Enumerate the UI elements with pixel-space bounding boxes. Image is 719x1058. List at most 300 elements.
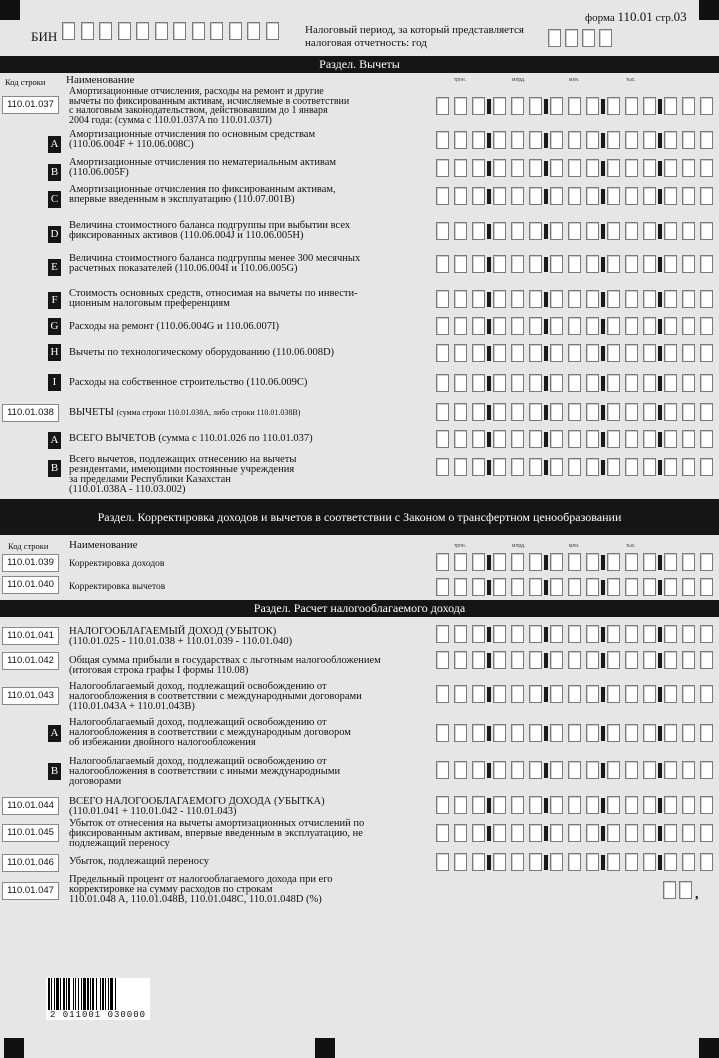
digit-cell[interactable]: [643, 724, 656, 742]
digit-cell[interactable]: [511, 853, 524, 871]
digit-cell[interactable]: [529, 317, 542, 335]
digit-cell[interactable]: [643, 344, 656, 362]
digit-cell[interactable]: [643, 685, 656, 703]
digit-cell[interactable]: [607, 159, 620, 177]
digit-cell[interactable]: [607, 131, 620, 149]
digit-cell[interactable]: [493, 222, 506, 240]
digit-cell[interactable]: [472, 625, 485, 643]
digit-cell[interactable]: [664, 553, 677, 571]
digit-cell[interactable]: [586, 853, 599, 871]
digit-cell[interactable]: [643, 651, 656, 669]
digit-cell[interactable]: [568, 651, 581, 669]
digit-cell[interactable]: [625, 724, 638, 742]
digit-cell[interactable]: [599, 29, 612, 47]
digit-cell[interactable]: [700, 796, 713, 814]
digit-cell[interactable]: [511, 578, 524, 596]
digit-cell[interactable]: [472, 374, 485, 392]
digit-cell[interactable]: [511, 131, 524, 149]
digit-cell[interactable]: [550, 187, 563, 205]
digit-cell[interactable]: [682, 553, 695, 571]
digit-cell[interactable]: [493, 761, 506, 779]
digit-cell[interactable]: [529, 796, 542, 814]
digit-cell[interactable]: [454, 724, 467, 742]
digit-cell[interactable]: [511, 374, 524, 392]
digit-cell[interactable]: [436, 222, 449, 240]
digit-cell[interactable]: [472, 853, 485, 871]
digit-cell[interactable]: [607, 317, 620, 335]
digit-cell[interactable]: [625, 290, 638, 308]
digit-cell[interactable]: [472, 796, 485, 814]
digit-cell[interactable]: [682, 625, 695, 643]
digit-cell[interactable]: [643, 159, 656, 177]
digit-cell[interactable]: [81, 22, 94, 40]
digit-cell[interactable]: [454, 853, 467, 871]
digit-cell[interactable]: [550, 403, 563, 421]
digit-cell[interactable]: [643, 853, 656, 871]
digit-cell[interactable]: [682, 458, 695, 476]
digit-cell[interactable]: [229, 22, 242, 40]
digit-cell[interactable]: [550, 651, 563, 669]
digit-cell[interactable]: [607, 724, 620, 742]
digit-cell[interactable]: [454, 222, 467, 240]
digit-cell[interactable]: [436, 578, 449, 596]
digit-cell[interactable]: [493, 344, 506, 362]
digit-cell[interactable]: [700, 430, 713, 448]
digit-cell[interactable]: [607, 651, 620, 669]
digit-cell[interactable]: [550, 222, 563, 240]
digit-cell[interactable]: [436, 796, 449, 814]
digit-cell[interactable]: [266, 22, 279, 40]
digit-cell[interactable]: [625, 317, 638, 335]
digit-cell[interactable]: [568, 187, 581, 205]
digit-cell[interactable]: [682, 159, 695, 177]
digit-cell[interactable]: [682, 685, 695, 703]
digit-cell[interactable]: [511, 430, 524, 448]
digit-cell[interactable]: [493, 553, 506, 571]
digit-cell[interactable]: [682, 97, 695, 115]
digit-cell[interactable]: [493, 796, 506, 814]
digit-cell[interactable]: [529, 403, 542, 421]
digit-cell[interactable]: [700, 724, 713, 742]
digit-cell[interactable]: [586, 97, 599, 115]
digit-cell[interactable]: [586, 344, 599, 362]
digit-cell[interactable]: [493, 290, 506, 308]
digit-cell[interactable]: [511, 553, 524, 571]
digit-cell[interactable]: [436, 159, 449, 177]
digit-cell[interactable]: [700, 578, 713, 596]
digit-cell[interactable]: [454, 796, 467, 814]
digit-cell[interactable]: [454, 344, 467, 362]
digit-cell[interactable]: [472, 255, 485, 273]
digit-cell[interactable]: [586, 222, 599, 240]
digit-cell[interactable]: [679, 881, 692, 899]
digit-cell[interactable]: [436, 458, 449, 476]
digit-cell[interactable]: [607, 578, 620, 596]
digit-cell[interactable]: [664, 430, 677, 448]
digit-cell[interactable]: [550, 685, 563, 703]
digit-cell[interactable]: [625, 97, 638, 115]
digit-cell[interactable]: [643, 290, 656, 308]
digit-cell[interactable]: [529, 761, 542, 779]
digit-cell[interactable]: [682, 131, 695, 149]
digit-cell[interactable]: [568, 761, 581, 779]
digit-cell[interactable]: [454, 651, 467, 669]
digit-cell[interactable]: [550, 290, 563, 308]
digit-cell[interactable]: [454, 187, 467, 205]
digit-cell[interactable]: [700, 131, 713, 149]
digit-cell[interactable]: [607, 824, 620, 842]
digit-cell[interactable]: [454, 317, 467, 335]
digit-cell[interactable]: [511, 187, 524, 205]
digit-cell[interactable]: [625, 685, 638, 703]
digit-cell[interactable]: [643, 97, 656, 115]
digit-cell[interactable]: [511, 317, 524, 335]
digit-cell[interactable]: [586, 255, 599, 273]
digit-cell[interactable]: [607, 458, 620, 476]
digit-cell[interactable]: [493, 159, 506, 177]
digit-cell[interactable]: [568, 578, 581, 596]
digit-cell[interactable]: [607, 187, 620, 205]
digit-cell[interactable]: [436, 651, 449, 669]
digit-cell[interactable]: [436, 131, 449, 149]
digit-cell[interactable]: [550, 255, 563, 273]
digit-cell[interactable]: [664, 724, 677, 742]
digit-cell[interactable]: [586, 578, 599, 596]
digit-cell[interactable]: [664, 685, 677, 703]
digit-cell[interactable]: [700, 651, 713, 669]
digit-cell[interactable]: [454, 374, 467, 392]
digit-cell[interactable]: [454, 761, 467, 779]
digit-cell[interactable]: [664, 255, 677, 273]
digit-cell[interactable]: [607, 290, 620, 308]
digit-cell[interactable]: [586, 796, 599, 814]
digit-cell[interactable]: [625, 458, 638, 476]
digit-cell[interactable]: [529, 430, 542, 448]
digit-cell[interactable]: [607, 97, 620, 115]
digit-cell[interactable]: [529, 344, 542, 362]
digit-cell[interactable]: [586, 724, 599, 742]
digit-cell[interactable]: [493, 685, 506, 703]
digit-cell[interactable]: [436, 824, 449, 842]
digit-cell[interactable]: [472, 159, 485, 177]
digit-cell[interactable]: [550, 578, 563, 596]
digit-cell[interactable]: [436, 853, 449, 871]
digit-cell[interactable]: [529, 553, 542, 571]
digit-cell[interactable]: [529, 685, 542, 703]
digit-cell[interactable]: [454, 685, 467, 703]
digit-cell[interactable]: [625, 625, 638, 643]
digit-cell[interactable]: [529, 290, 542, 308]
digit-cell[interactable]: [436, 761, 449, 779]
digit-cell[interactable]: [664, 578, 677, 596]
digit-cell[interactable]: [454, 255, 467, 273]
digit-cell[interactable]: [643, 761, 656, 779]
digit-cell[interactable]: [493, 97, 506, 115]
digit-cell[interactable]: [607, 255, 620, 273]
digit-cell[interactable]: [586, 685, 599, 703]
digit-cell[interactable]: [436, 97, 449, 115]
digit-cell[interactable]: [529, 625, 542, 643]
digit-cell[interactable]: [568, 796, 581, 814]
digit-cell[interactable]: [682, 255, 695, 273]
digit-cell[interactable]: [550, 796, 563, 814]
digit-cell[interactable]: [568, 403, 581, 421]
digit-cell[interactable]: [493, 255, 506, 273]
digit-cell[interactable]: [568, 824, 581, 842]
digit-cell[interactable]: [625, 578, 638, 596]
digit-cell[interactable]: [472, 187, 485, 205]
digit-cell[interactable]: [472, 824, 485, 842]
digit-cell[interactable]: [472, 724, 485, 742]
digit-cell[interactable]: [643, 578, 656, 596]
digit-cell[interactable]: [586, 430, 599, 448]
digit-cell[interactable]: [664, 97, 677, 115]
digit-cell[interactable]: [436, 625, 449, 643]
digit-cell[interactable]: [529, 458, 542, 476]
digit-cell[interactable]: [568, 724, 581, 742]
digit-cell[interactable]: [436, 553, 449, 571]
digit-cell[interactable]: [643, 222, 656, 240]
digit-cell[interactable]: [511, 403, 524, 421]
digit-cell[interactable]: [550, 625, 563, 643]
digit-cell[interactable]: [472, 553, 485, 571]
digit-cell[interactable]: [568, 430, 581, 448]
digit-cell[interactable]: [568, 685, 581, 703]
digit-cell[interactable]: [550, 344, 563, 362]
digit-cell[interactable]: [625, 761, 638, 779]
digit-cell[interactable]: [586, 651, 599, 669]
digit-cell[interactable]: [511, 796, 524, 814]
digit-cell[interactable]: [511, 97, 524, 115]
digit-cell[interactable]: [472, 761, 485, 779]
digit-cell[interactable]: [607, 553, 620, 571]
digit-cell[interactable]: [493, 824, 506, 842]
digit-cell[interactable]: [529, 255, 542, 273]
digit-cell[interactable]: [511, 761, 524, 779]
digit-cell[interactable]: [550, 317, 563, 335]
digit-cell[interactable]: [454, 625, 467, 643]
digit-cell[interactable]: [436, 430, 449, 448]
digit-cell[interactable]: [511, 724, 524, 742]
digit-cell[interactable]: [664, 651, 677, 669]
digit-cell[interactable]: [472, 685, 485, 703]
digit-cell[interactable]: [607, 796, 620, 814]
digit-cell[interactable]: [586, 625, 599, 643]
digit-cell[interactable]: [511, 255, 524, 273]
digit-cell[interactable]: [700, 853, 713, 871]
digit-cell[interactable]: [568, 853, 581, 871]
digit-cell[interactable]: [625, 430, 638, 448]
digit-cell[interactable]: [664, 374, 677, 392]
digit-cell[interactable]: [625, 255, 638, 273]
digit-cell[interactable]: [682, 222, 695, 240]
digit-cell[interactable]: [682, 290, 695, 308]
digit-cell[interactable]: [550, 159, 563, 177]
digit-cell[interactable]: [529, 374, 542, 392]
digit-cell[interactable]: [472, 430, 485, 448]
digit-cell[interactable]: [568, 553, 581, 571]
digit-cell[interactable]: [493, 374, 506, 392]
digit-cell[interactable]: [568, 290, 581, 308]
digit-cell[interactable]: [664, 824, 677, 842]
digit-cell[interactable]: [664, 796, 677, 814]
digit-cell[interactable]: [586, 131, 599, 149]
digit-cell[interactable]: [454, 290, 467, 308]
digit-cell[interactable]: [625, 374, 638, 392]
digit-cell[interactable]: [454, 458, 467, 476]
digit-cell[interactable]: [700, 685, 713, 703]
digit-cell[interactable]: [700, 97, 713, 115]
digit-cell[interactable]: [472, 651, 485, 669]
digit-cell[interactable]: [436, 374, 449, 392]
digit-cell[interactable]: [511, 344, 524, 362]
digit-cell[interactable]: [586, 159, 599, 177]
digit-cell[interactable]: [664, 853, 677, 871]
digit-cell[interactable]: [493, 131, 506, 149]
digit-cell[interactable]: [192, 22, 205, 40]
digit-cell[interactable]: [568, 317, 581, 335]
digit-cell[interactable]: [454, 553, 467, 571]
digit-cell[interactable]: [682, 853, 695, 871]
digit-cell[interactable]: [643, 430, 656, 448]
digit-cell[interactable]: [529, 131, 542, 149]
digit-cell[interactable]: [511, 222, 524, 240]
digit-cell[interactable]: [586, 317, 599, 335]
digit-cell[interactable]: [586, 824, 599, 842]
digit-cell[interactable]: [582, 29, 595, 47]
digit-cell[interactable]: [664, 159, 677, 177]
digit-cell[interactable]: [493, 724, 506, 742]
digit-cell[interactable]: [472, 344, 485, 362]
digit-cell[interactable]: [173, 22, 186, 40]
digit-cell[interactable]: [625, 159, 638, 177]
digit-cell[interactable]: [625, 131, 638, 149]
digit-cell[interactable]: [607, 222, 620, 240]
digit-cell[interactable]: [664, 187, 677, 205]
digit-cell[interactable]: [155, 22, 168, 40]
digit-cell[interactable]: [436, 187, 449, 205]
digit-cell[interactable]: [472, 290, 485, 308]
digit-cell[interactable]: [529, 853, 542, 871]
digit-cell[interactable]: [664, 131, 677, 149]
digit-cell[interactable]: [568, 131, 581, 149]
digit-cell[interactable]: [586, 761, 599, 779]
digit-cell[interactable]: [700, 317, 713, 335]
digit-cell[interactable]: [472, 222, 485, 240]
digit-cell[interactable]: [586, 403, 599, 421]
digit-cell[interactable]: [550, 553, 563, 571]
digit-cell[interactable]: [454, 159, 467, 177]
digit-cell[interactable]: [454, 97, 467, 115]
digit-cell[interactable]: [529, 651, 542, 669]
digit-cell[interactable]: [472, 578, 485, 596]
digit-cell[interactable]: [511, 824, 524, 842]
digit-cell[interactable]: [118, 22, 131, 40]
digit-cell[interactable]: [664, 625, 677, 643]
digit-cell[interactable]: [664, 458, 677, 476]
digit-cell[interactable]: [625, 187, 638, 205]
digit-cell[interactable]: [472, 458, 485, 476]
digit-cell[interactable]: [568, 625, 581, 643]
digit-cell[interactable]: [454, 403, 467, 421]
digit-cell[interactable]: [643, 255, 656, 273]
digit-cell[interactable]: [664, 290, 677, 308]
digit-cell[interactable]: [550, 458, 563, 476]
digit-cell[interactable]: [643, 796, 656, 814]
digit-cell[interactable]: [493, 317, 506, 335]
digit-cell[interactable]: [664, 344, 677, 362]
digit-cell[interactable]: [493, 403, 506, 421]
digit-cell[interactable]: [586, 187, 599, 205]
digit-cell[interactable]: [548, 29, 561, 47]
digit-cell[interactable]: [493, 187, 506, 205]
digit-cell[interactable]: [565, 29, 578, 47]
digit-cell[interactable]: [550, 97, 563, 115]
digit-cell[interactable]: [511, 458, 524, 476]
digit-cell[interactable]: [99, 22, 112, 40]
digit-cell[interactable]: [625, 853, 638, 871]
digit-cell[interactable]: [700, 374, 713, 392]
digit-cell[interactable]: [700, 625, 713, 643]
digit-cell[interactable]: [700, 290, 713, 308]
digit-cell[interactable]: [568, 159, 581, 177]
digit-cell[interactable]: [529, 222, 542, 240]
digit-cell[interactable]: [529, 187, 542, 205]
digit-cell[interactable]: [550, 374, 563, 392]
digit-cell[interactable]: [550, 430, 563, 448]
digit-cell[interactable]: [643, 317, 656, 335]
digit-cell[interactable]: [625, 824, 638, 842]
digit-cell[interactable]: [663, 881, 676, 899]
digit-cell[interactable]: [625, 651, 638, 669]
digit-cell[interactable]: [586, 553, 599, 571]
digit-cell[interactable]: [436, 344, 449, 362]
digit-cell[interactable]: [643, 824, 656, 842]
digit-cell[interactable]: [210, 22, 223, 40]
digit-cell[interactable]: [62, 22, 75, 40]
digit-cell[interactable]: [682, 403, 695, 421]
digit-cell[interactable]: [625, 222, 638, 240]
digit-cell[interactable]: [682, 374, 695, 392]
digit-cell[interactable]: [625, 403, 638, 421]
digit-cell[interactable]: [625, 796, 638, 814]
digit-cell[interactable]: [493, 458, 506, 476]
digit-cell[interactable]: [700, 159, 713, 177]
digit-cell[interactable]: [700, 553, 713, 571]
digit-cell[interactable]: [436, 290, 449, 308]
digit-cell[interactable]: [700, 403, 713, 421]
digit-cell[interactable]: [568, 222, 581, 240]
digit-cell[interactable]: [586, 458, 599, 476]
digit-cell[interactable]: [643, 374, 656, 392]
digit-cell[interactable]: [586, 290, 599, 308]
digit-cell[interactable]: [586, 374, 599, 392]
digit-cell[interactable]: [607, 853, 620, 871]
digit-cell[interactable]: [436, 317, 449, 335]
digit-cell[interactable]: [493, 651, 506, 669]
digit-cell[interactable]: [568, 97, 581, 115]
digit-cell[interactable]: [529, 578, 542, 596]
digit-cell[interactable]: [700, 222, 713, 240]
digit-cell[interactable]: [436, 255, 449, 273]
digit-cell[interactable]: [664, 403, 677, 421]
digit-cell[interactable]: [529, 97, 542, 115]
digit-cell[interactable]: [454, 430, 467, 448]
digit-cell[interactable]: [472, 403, 485, 421]
digit-cell[interactable]: [607, 761, 620, 779]
digit-cell[interactable]: [454, 578, 467, 596]
digit-cell[interactable]: [643, 187, 656, 205]
